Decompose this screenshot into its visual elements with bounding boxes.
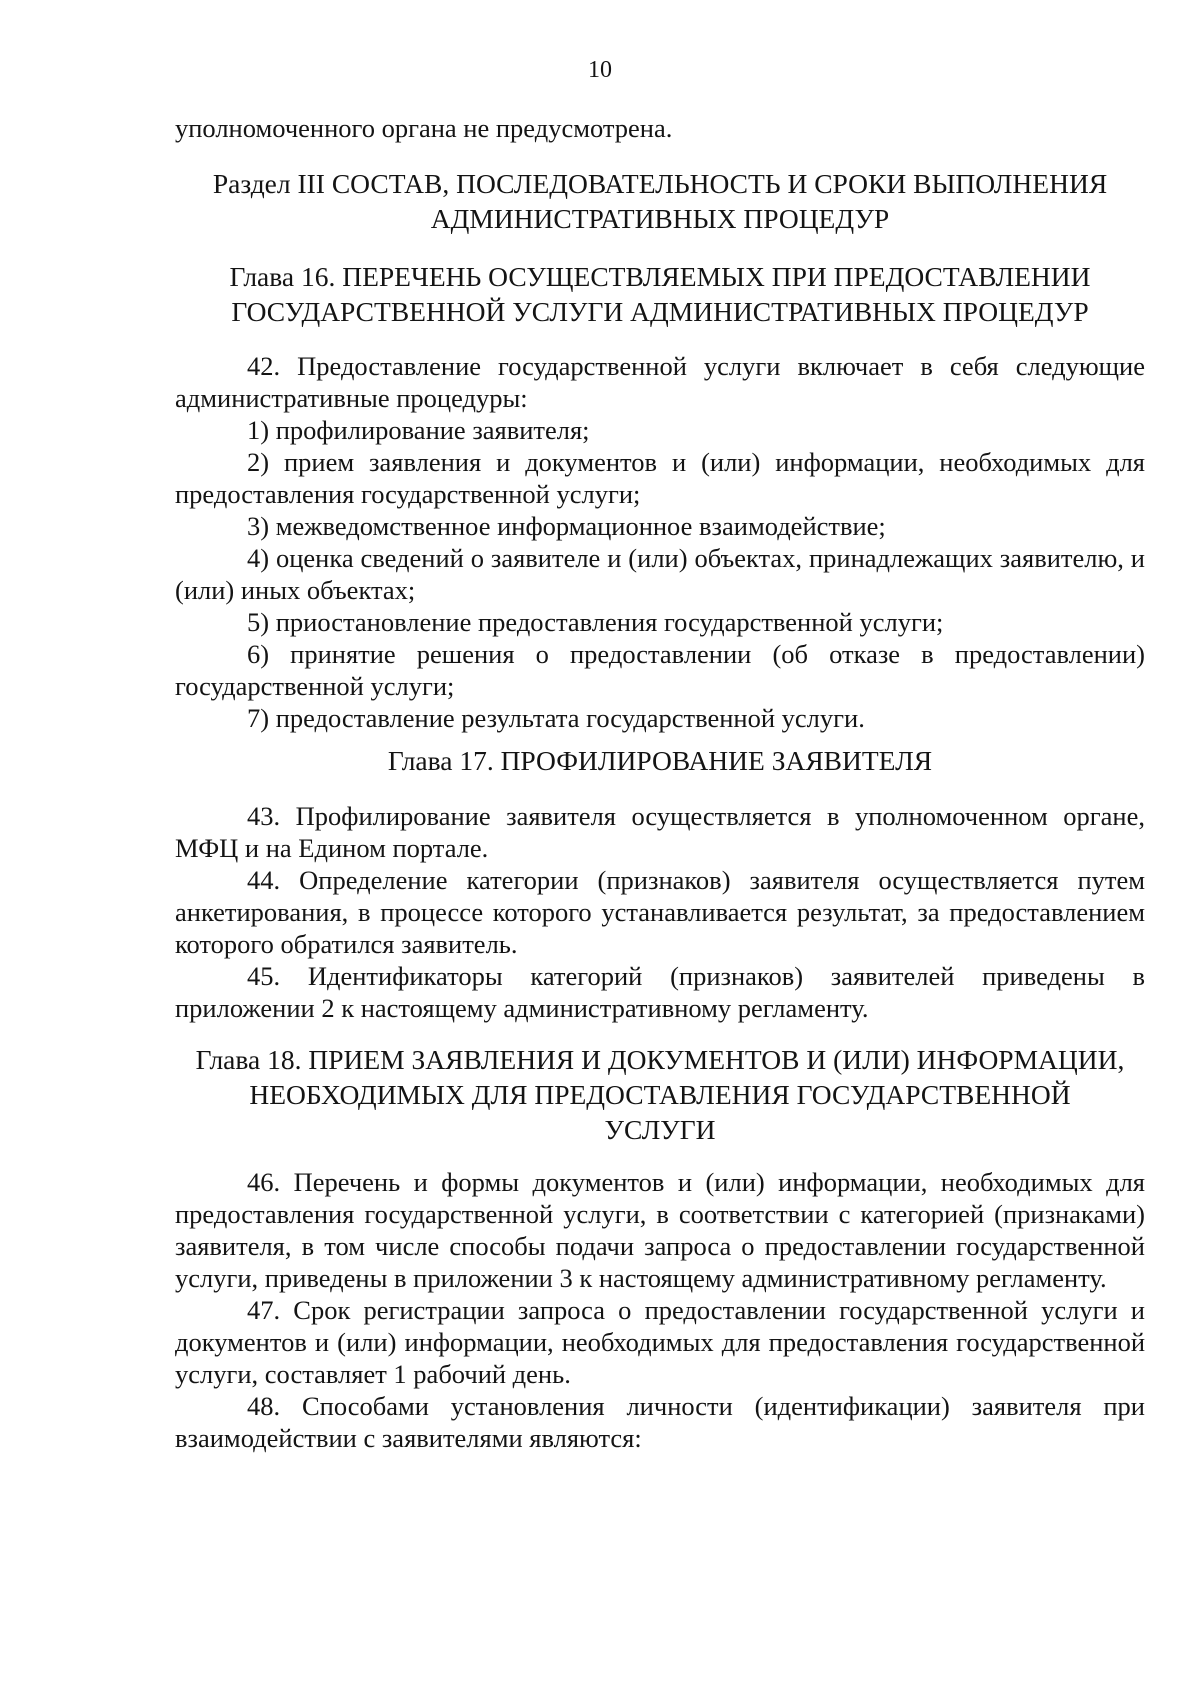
paragraph-48: 48. Способами установления личности (идентификации) заявителя при взаимодействии с заявителями являются: xyxy=(175,1391,1145,1453)
chapter-17-heading xyxy=(175,743,1145,778)
section-heading xyxy=(175,166,1145,236)
list-item: 3) межведомственное информационное взаимодействие; xyxy=(247,511,886,541)
chapter-16-heading-line-1: Глава 16. ПЕРЕЧЕНЬ ОСУЩЕСТВЛЯЕМЫХ ПРИ ПРЕДОСТАВЛЕНИИ xyxy=(229,261,1091,292)
list-item: 4) оценка сведений о заявителе и (или) объектах, принадлежащих заявителю, и (или) иных объектах; xyxy=(175,543,1145,605)
chapter-18-heading-line-1: Глава 18. ПРИЕМ ЗАЯВЛЕНИЯ И ДОКУМЕНТОВ И (ИЛИ) ИНФОРМАЦИИ, xyxy=(195,1044,1125,1075)
paragraph-43: 43. Профилирование заявителя осуществляется в уполномоченном органе, МФЦ и на Едином портале. xyxy=(175,801,1145,863)
section-heading-line-2: АДМИНИСТРАТИВНЫХ ПРОЦЕДУР xyxy=(430,203,890,234)
chapter-18-heading-line-2: НЕОБХОДИМЫХ ДЛЯ ПРЕДОСТАВЛЕНИЯ ГОСУДАРСТВЕННОЙ xyxy=(249,1079,1071,1110)
chapter-16-body xyxy=(175,350,1145,734)
continuation-text-block xyxy=(175,112,1145,144)
chapter-16-heading xyxy=(175,259,1145,329)
chapter-17-body xyxy=(175,800,1145,1024)
list-item: 6) принятие решения о предоставлении (об отказе в предоставлении) государственной услуги; xyxy=(175,639,1145,701)
paragraph-44: 44. Определение категории (признаков) заявителя осуществляется путем анкетирования, в процессе которого устанавливается результат, за предоставлением которого обратился заявитель. xyxy=(175,865,1145,959)
section-heading-line-1: Раздел III СОСТАВ, ПОСЛЕДОВАТЕЛЬНОСТЬ И СРОКИ ВЫПОЛНЕНИЯ xyxy=(212,168,1108,199)
chapter-18-heading-line-3: УСЛУГИ xyxy=(604,1114,716,1145)
chapter-18-body xyxy=(175,1166,1145,1454)
list-item: 7) предоставление результата государственной услуги. xyxy=(247,703,865,733)
page-number: 10 xyxy=(588,57,612,83)
paragraph-45: 45. Идентификаторы категорий (признаков) заявителей приведены в приложении 2 к настоящему административному регламенту. xyxy=(175,961,1145,1023)
chapter-17-heading-line-1: Глава 17. ПРОФИЛИРОВАНИЕ ЗАЯВИТЕЛЯ xyxy=(387,745,933,776)
paragraph-42: 42. Предоставление государственной услуги включает в себя следующие административные процедуры: xyxy=(175,351,1145,413)
paragraph-47: 47. Срок регистрации запроса о предоставлении государственной услуги и документов и (или) информации, необходимых для предоставления государственной услуги, составляет 1 рабочий день. xyxy=(175,1295,1145,1389)
list-item: 1) профилирование заявителя; xyxy=(247,415,590,445)
chapter-16-heading-line-2: ГОСУДАРСТВЕННОЙ УСЛУГИ АДМИНИСТРАТИВНЫХ ПРОЦЕДУР xyxy=(231,296,1089,327)
list-item: 5) приостановление предоставления государственной услуги; xyxy=(247,607,944,637)
chapter-18-heading xyxy=(175,1042,1145,1147)
list-item: 2) прием заявления и документов и (или) информации, необходимых для предоставления государственной услуги; xyxy=(175,447,1145,509)
continuation-text: уполномоченного органа не предусмотрена. xyxy=(175,113,673,143)
paragraph-46: 46. Перечень и формы документов и (или) информации, необходимых для предоставления государственной услуги, в соответствии с категорией (признаками) заявителя, в том числе способы подачи запроса о предоставлении государственной услуги, приведены в приложении 3 к настоящему административному регламенту. xyxy=(175,1167,1145,1293)
